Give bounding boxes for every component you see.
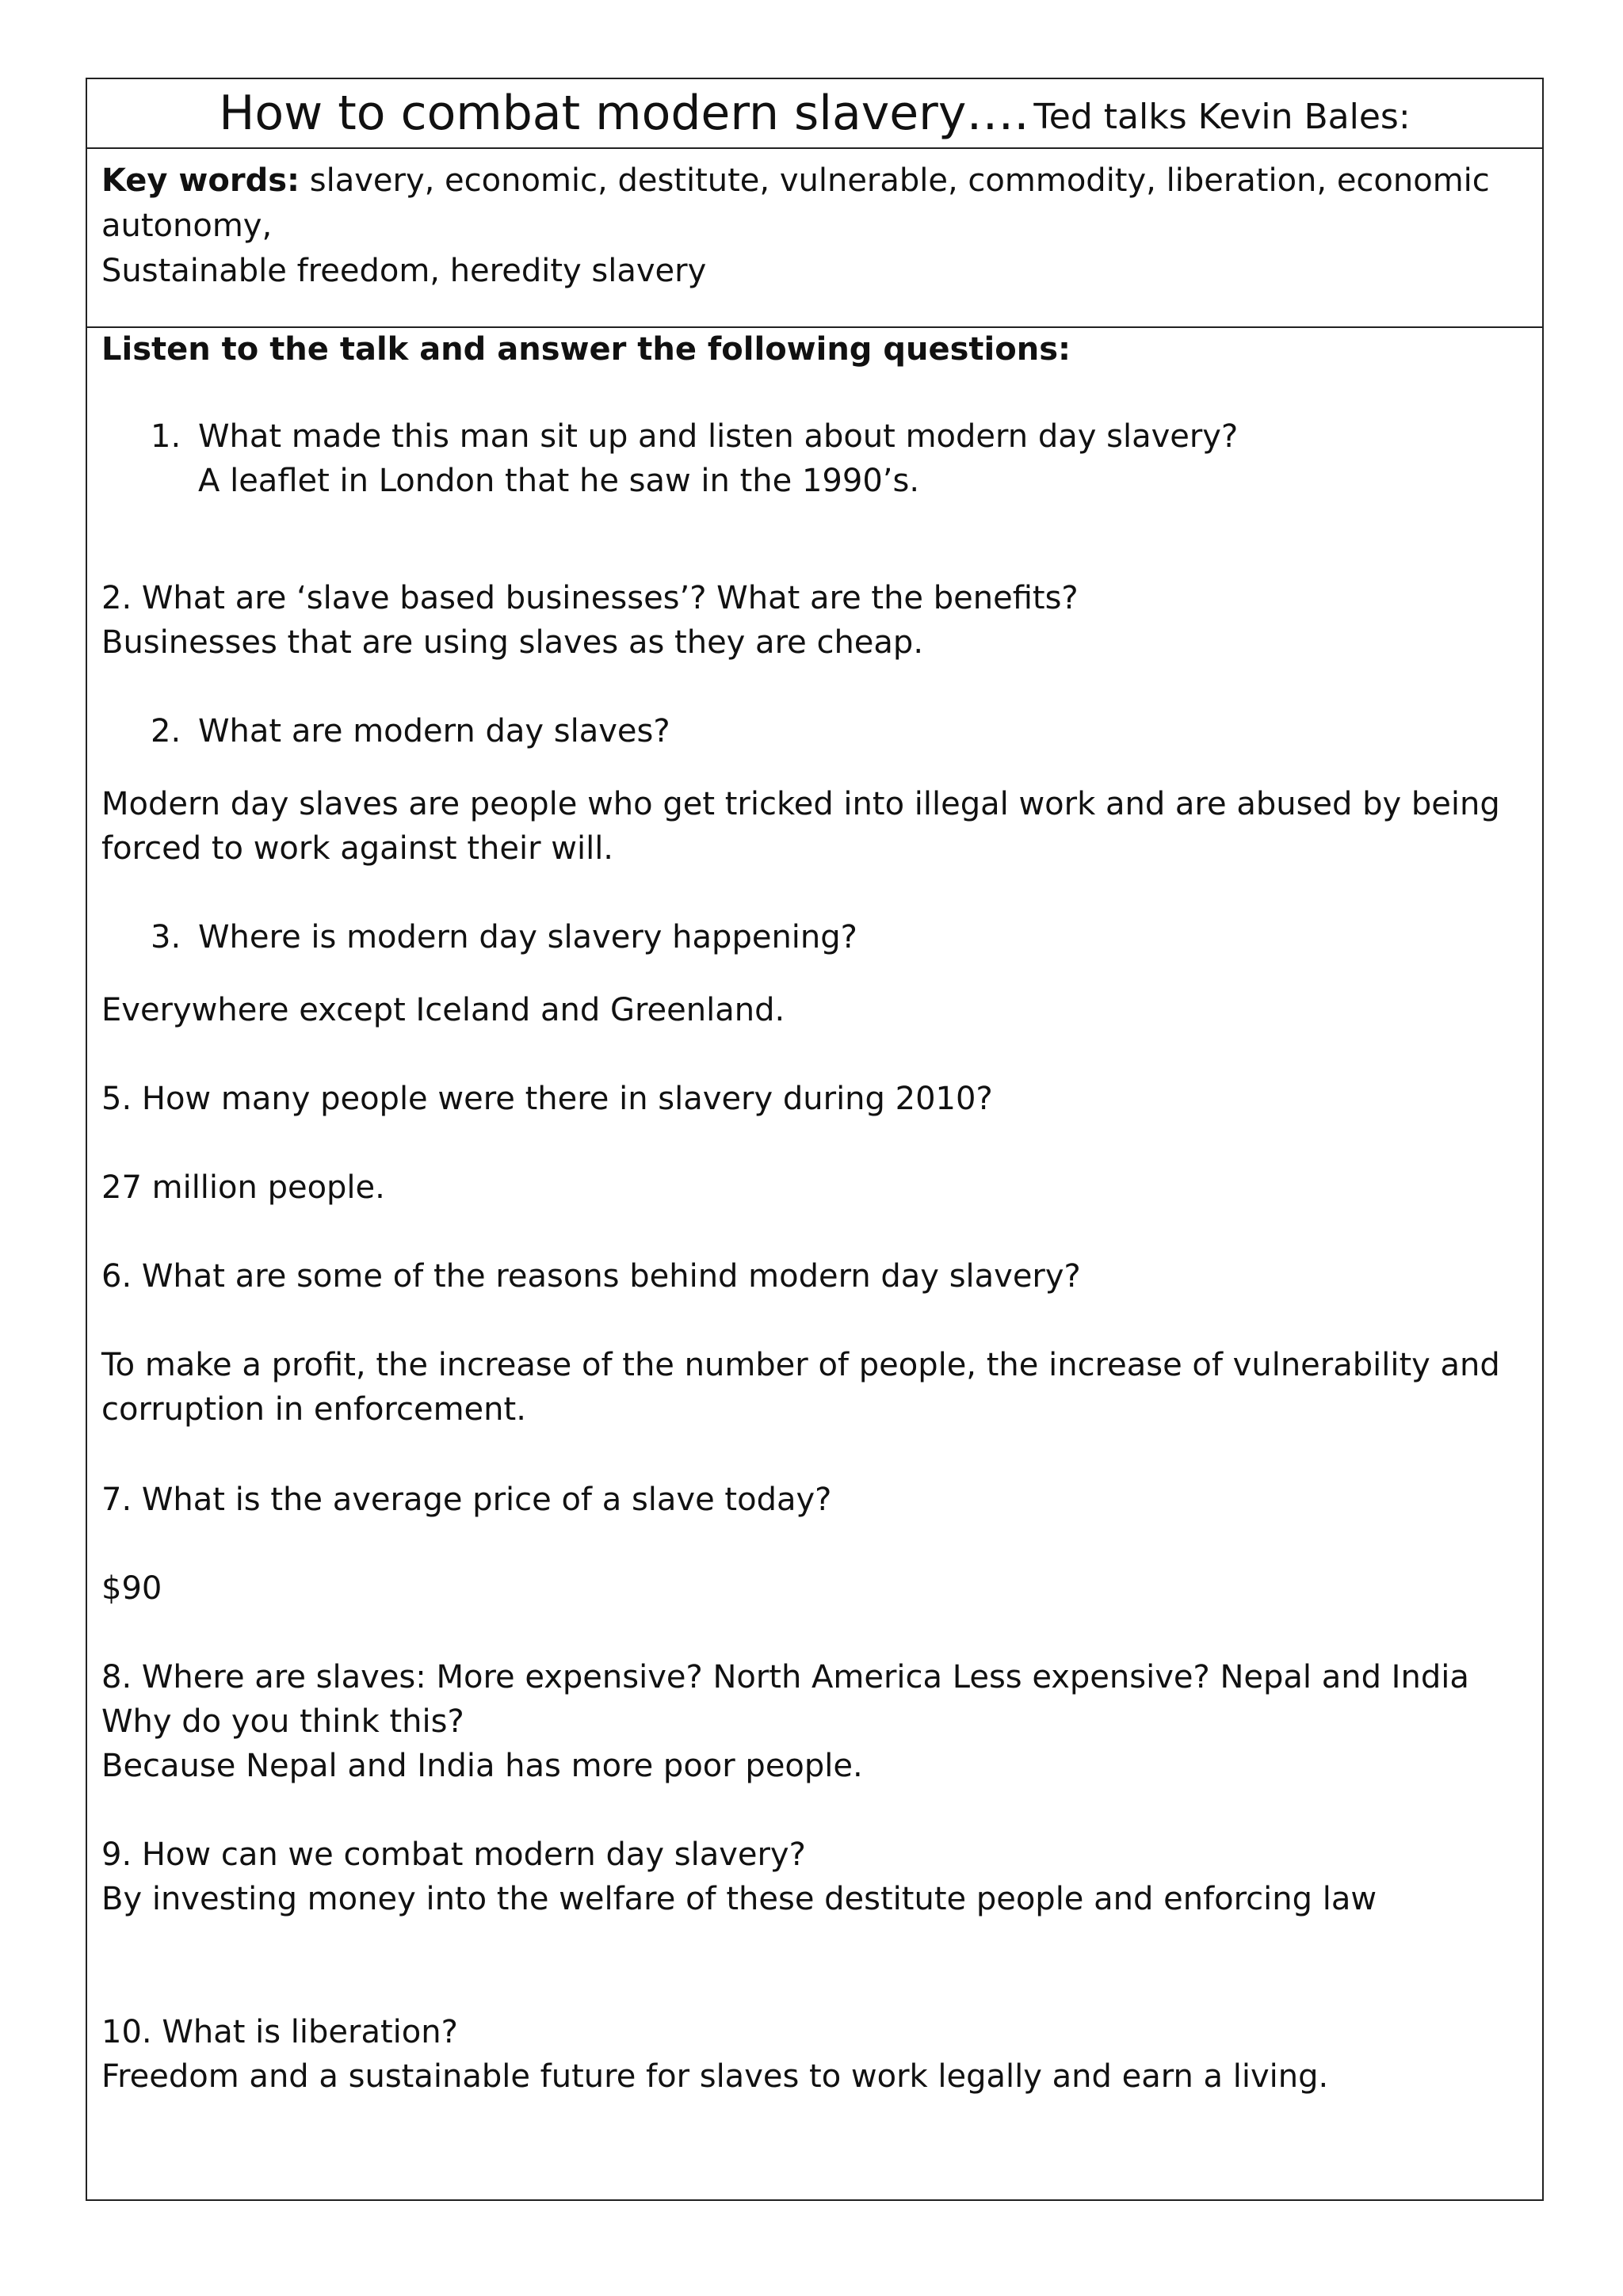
answer-2: Businesses that are using slaves as they are cheap.: [101, 624, 924, 661]
keywords-line-1: [101, 158, 1528, 204]
question-1: [151, 418, 1238, 455]
question-4: [151, 919, 857, 955]
question-9: 9. How can we combat modern day slavery?: [101, 1836, 806, 1873]
question-3-number: 2.: [151, 713, 181, 749]
question-3: [151, 713, 670, 749]
answer-6-line-2: corruption in enforcement.: [101, 1391, 526, 1428]
answer-5: 27 million people.: [101, 1169, 385, 1206]
question-4-number: 3.: [151, 919, 181, 955]
answer-8: Because Nepal and India has more poor people.: [101, 1748, 863, 1784]
answer-6-line-1: To make a profit, the increase of the number of people, the increase of vulnerability and: [101, 1347, 1500, 1383]
keywords-label: Key words:: [101, 162, 300, 199]
question-10: 10. What is liberation?: [101, 2014, 458, 2050]
answer-7: $90: [101, 1570, 162, 1607]
question-1-number: 1.: [151, 418, 181, 455]
keywords-line-2: autonomy,: [101, 208, 273, 244]
question-1-text: What made this man sit up and listen about modern day slavery?: [198, 418, 1239, 455]
question-7: 7. What is the average price of a slave today?: [101, 1482, 832, 1518]
keywords-text-1: slavery, economic, destitute, vulnerable, commodity, liberation, economic: [300, 162, 1490, 199]
worksheet: [86, 78, 1544, 2201]
answer-1: A leaflet in London that he saw in the 1990’s.: [198, 463, 920, 499]
answer-9: By investing money into the welfare of these destitute people and enforcing law: [101, 1881, 1377, 1917]
worksheet-title: How to combat modern slavery….: [219, 86, 1029, 141]
answer-3-line-1: Modern day slaves are people who get tricked into illegal work and are abused by being: [101, 786, 1500, 822]
question-8-line-1: 8. Where are slaves: More expensive? North America Less expensive? Nepal and India: [101, 1659, 1469, 1695]
question-3-text: What are modern day slaves?: [198, 713, 670, 749]
keywords-section: [87, 149, 1542, 328]
answer-10: Freedom and a sustainable future for slaves to work legally and earn a living.: [101, 2058, 1329, 2095]
question-2: 2. What are ‘slave based businesses’? What are the benefits?: [101, 580, 1079, 616]
question-8-line-2: Why do you think this?: [101, 1703, 464, 1740]
keywords-line-3: Sustainable freedom, heredity slavery: [101, 253, 707, 289]
worksheet-subtitle: Ted talks Kevin Bales:: [1033, 97, 1411, 137]
answer-3-line-2: forced to work against their will.: [101, 830, 614, 867]
question-4-text: Where is modern day slavery happening?: [198, 919, 857, 955]
title-row: [87, 79, 1542, 149]
question-5: 5. How many people were there in slavery during 2010?: [101, 1081, 993, 1117]
question-6: 6. What are some of the reasons behind modern day slavery?: [101, 1258, 1081, 1295]
answer-4: Everywhere except Iceland and Greenland.: [101, 992, 785, 1028]
instructions: Listen to the talk and answer the following questions:: [101, 331, 1071, 368]
